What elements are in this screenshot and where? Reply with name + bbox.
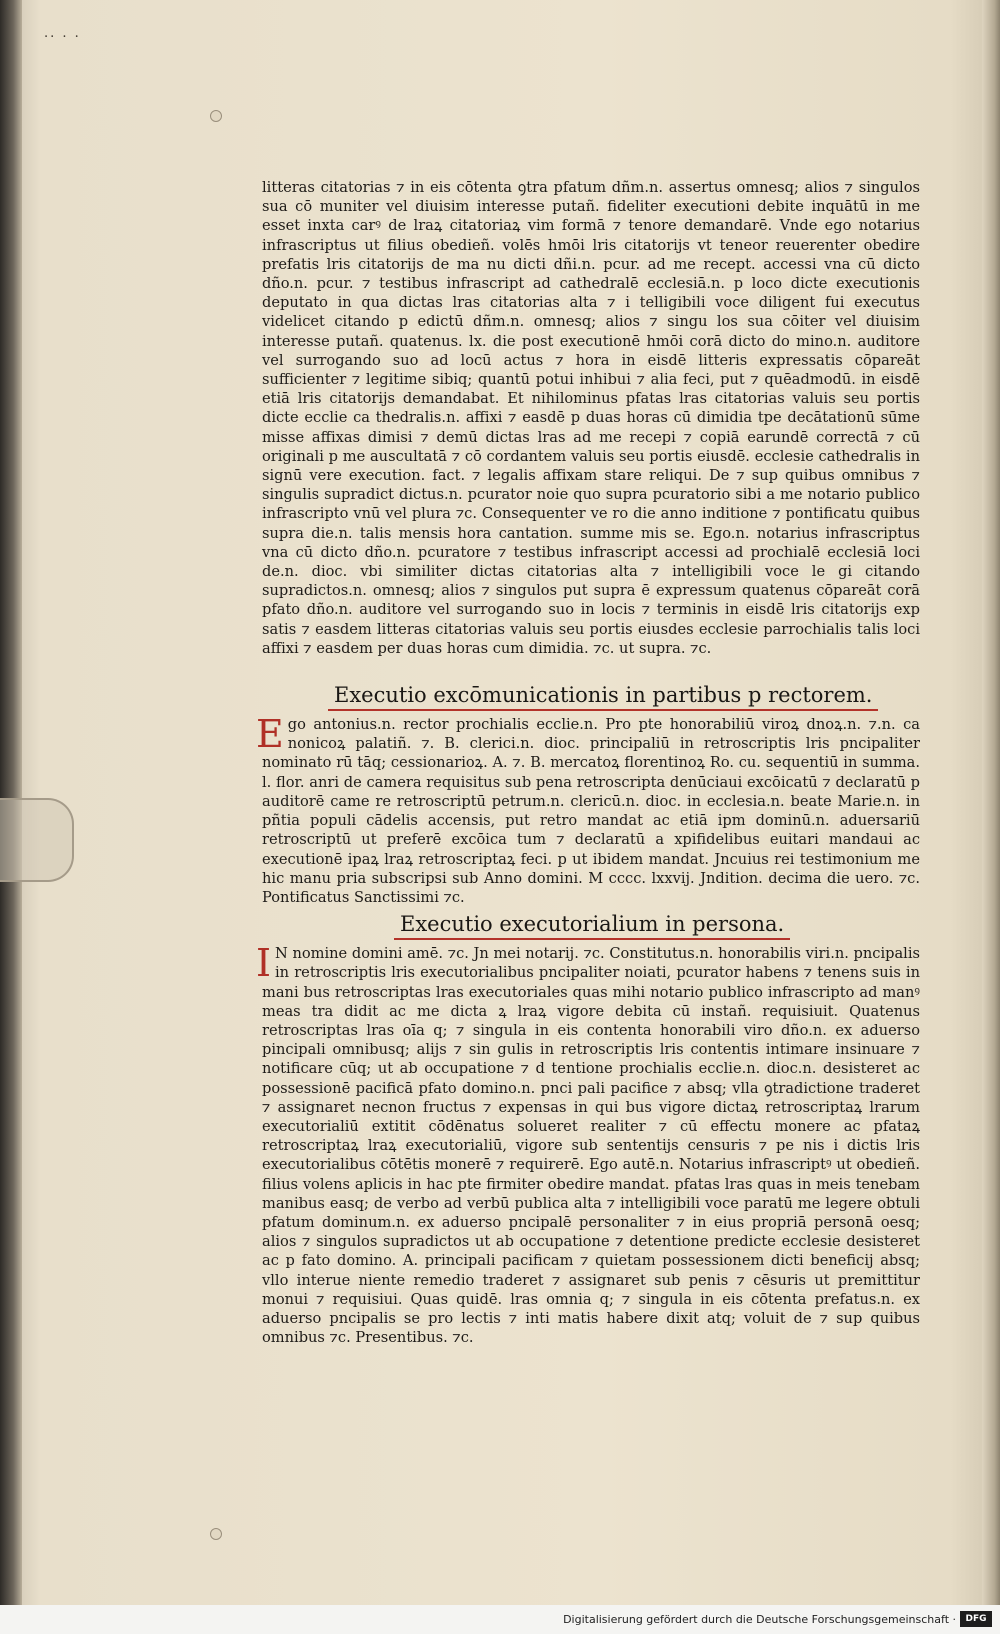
- paragraph-3: [256, 941, 920, 1347]
- heading-excommunication: Executio excōmunicationis in partibus p rectorem.: [328, 682, 878, 711]
- page-clip: [0, 798, 74, 882]
- initial-e: E: [256, 712, 284, 757]
- funding-note: Digitalisierung gefördert durch die Deutsche Forschungsgemeinschaft ·: [563, 1613, 956, 1626]
- paragraph-2: [256, 712, 920, 907]
- heading-2-wrap: [394, 911, 920, 940]
- heading-1-wrap: [328, 682, 920, 711]
- binding-hole-bottom: [210, 1528, 222, 1540]
- body-paragraph: litteras citatorias ⁊ in eis cōtenta ꝯtra pfatum dñm.n. assertus omnesq; alios ⁊ singulos sua cō muniter vel diuisim interesse putañ. fideliter executioni debite inquātū in me esset inxta carꝰ de lraꝝ citatoriaꝝ vim formā ⁊ tenore demandarē. Vnde ego notarius infrascriptus ut filius obedieñ. volēs hmōi lris citatorijs vt teneor reuerenter obedire prefatis lris citatorijs de ma nu dicti dñi.n. pcur. ad me recept. accessi vna cū dicto dño.n. pcur. ⁊ testibus infrascript ad cathedralē ecclesiā.n. p loco dicte executionis deputato in qua dictas lras citatorias alta ⁊ i telligibili voce diligent fui executus videlicet citando p edictū dñm.n. omnesq; alios ⁊ singu los sua cōiter vel diuisim interesse putañ. quatenus. lx. die post executionē hmōi corā dicto do mino.n. auditore vel surrogando suo ad locū actus ⁊ hora in eisdē litteris expressatis cōpareāt sufficienter ⁊ legitime sibiq; quantū potui inhibui ⁊ alia feci, put ⁊ quēadmodū. in eisdē etiā lris citatorijs demandabat. Et nihilominus pfatas lras citatorias valuis seu portis dicte ecclie ca thedralis.n. affixi ⁊ easdē p duas horas cū dimidia tpe decātationū sūme misse affixas dimisi ⁊ demū dictas lras ad me recepi ⁊ copiā earundē correctā ⁊ cū originali p me auscultatā ⁊ cō cordantem valuis seu portis eiusdē. ecclesie cathedralis in signū vere execution. fact. ⁊ legalis affixam stare reliqui. De ⁊ sup quibus omnibus ⁊ singulis supradict dictus.n. pcurator noie quo supra pcuratorio sibi a me notario publico infrascripto vnū vel plura ⁊c. Consequenter ve ro die anno inditione ⁊ pontificatu quibus supra die.n. talis mensis hora cantation. summe mis se. Ego.n. notarius infrascriptus vna cū dicto dño.n. pcuratore ⁊ testibus infrascript accessi ad prochialē ecclesiā loci de.n. dioc. vbi similiter dictas citatorias alta ⁊ intelligibili voce le gi citando supradictos.n. omnesq; alios ⁊ singulos put supra ē expressum quatenus cōpareāt corā pfato dño.n. auditore vel surrogando suo in locis ⁊ terminis in eisdē lris citatorijs exp satis ⁊ easdem litteras citatorias valuis seu portis eiusdes ecclesie parrochialis talis loci affixi ⁊ easdem per duas horas cum dimidia. ⁊c. ut supra. ⁊c.: [262, 179, 920, 657]
- page-mark: .. . .: [44, 26, 81, 41]
- paragraph-2-text: go antonius.n. rector prochialis ecclie.n. Pro pte honorabiliū viroꝝ dnoꝝ.n. ⁊.n. ca nonicoꝝ palatiñ. ⁊. B. clerici.n. dioc. principaliū in retroscriptis lris pncipaliter nominato rū tāq; cessionarioꝝ. A. ⁊. B. mercatoꝝ florentinoꝝ Ro. cu. sequentiū in summa. l. flor. anri de camera requisitus sub pena retroscripta denūciaui excōicatū ⁊ declaratū p auditorē came re retroscriptū petrum.n. clericū.n. dioc. in ecclesia.n. beate Marie.n. in pñtia populi cādelis accensis, put retro mandat ac etiā ipm dominū.n. aduersariū retroscriptū ut preferē excōica tum ⁊ declaratū a xpifidelibus euitari mandaui ac executionē ipaꝝ lraꝝ retroscriptaꝝ feci. p ut ibidem mandat. Jncuius rei testimonium me hic manu pria subscripsi sub Anno domini. M cccc. lxxvij. Jndition. decima die uero. ⁊c. Pontificatus Sanctissimi ⁊c.: [262, 716, 920, 906]
- dfg-logo: DFG: [960, 1611, 992, 1627]
- footer-bar: [0, 1605, 1000, 1634]
- paragraph-3-text: N nomine domini amē. ⁊c. Jn mei notarij. ⁊c. Constitutus.n. honorabilis viri.n. pncipalis in retroscriptis lris executorialibus pncipaliter noiati, pcurator habens ⁊ tenens suis in mani bus retroscriptas lras executoriales quas mihi notario publico infrascripto ad manꝰ meas tra didit ac me dicta ꝝ lraꝝ vigore debita cū instañ. requisiuit. Quatenus retroscriptas lras oīa q; ⁊ singula in eis contenta honorabili viro dño.n. ex aduerso pincipali omnibusq; alijs ⁊ sin gulis in retroscriptis lris contentis intimare insinuare ⁊ notificare cūq; ut ab occupatione ⁊ d tentione prochialis ecclie.n. dioc.n. desisteret ac possessionē pacificā pfato domino.n. pnci pali pacifice ⁊ absq; vlla ꝯtradictione traderet ⁊ assignaret necnon fructus ⁊ expensas in qui bus vigore dictaꝝ retroscriptaꝝ lrarum executorialiū extitit cōdēnatus solueret realiter ⁊ cū effectu monere ac pfataꝝ retroscriptaꝝ lraꝝ executorialiū, vigore sub sententijs censuris ⁊ pe nis i dictis lris executorialibus cōtētis monerē ⁊ requirerē. Ego autē.n. Notarius infrascriptꝰ ut obedieñ. filius volens aplicis in hac pte firmiter obedire mandat. pfatas lras quas in meis tenebam manibus easq; de verbo ad verbū publica alta ⁊ intelligibili voce paratū me legere obtuli pfatum dominum.n. ex aduerso pncipalē personaliter ⁊ in eius propriā personā oesq; alios ⁊ singulos supradictos ut ab occupatione ⁊ detentione predicte ecclesie desisteret ac p fato domino. A. principali pacificam ⁊ quietam possessionem dicti beneficij absq; vllo interue niente remedio traderet ⁊ assignaret sub penis ⁊ cēsuris ut premittitur monui ⁊ requisiui. Quas quidē. lras omnia q; ⁊ singula in eis cōtenta prefatus.n. ex aduerso pncipalis se pro lectis ⁊ inti matis habere dixit atq; voluit de ⁊ sup quibus omnibus ⁊c. Presentibus. ⁊c.: [262, 945, 920, 1347]
- page-edge: [982, 0, 1000, 1605]
- binding-hole-top: [210, 110, 222, 122]
- initial-i: I: [256, 941, 272, 986]
- text-block: [256, 178, 920, 1347]
- heading-executorial: Executio executorialium in persona.: [394, 911, 790, 940]
